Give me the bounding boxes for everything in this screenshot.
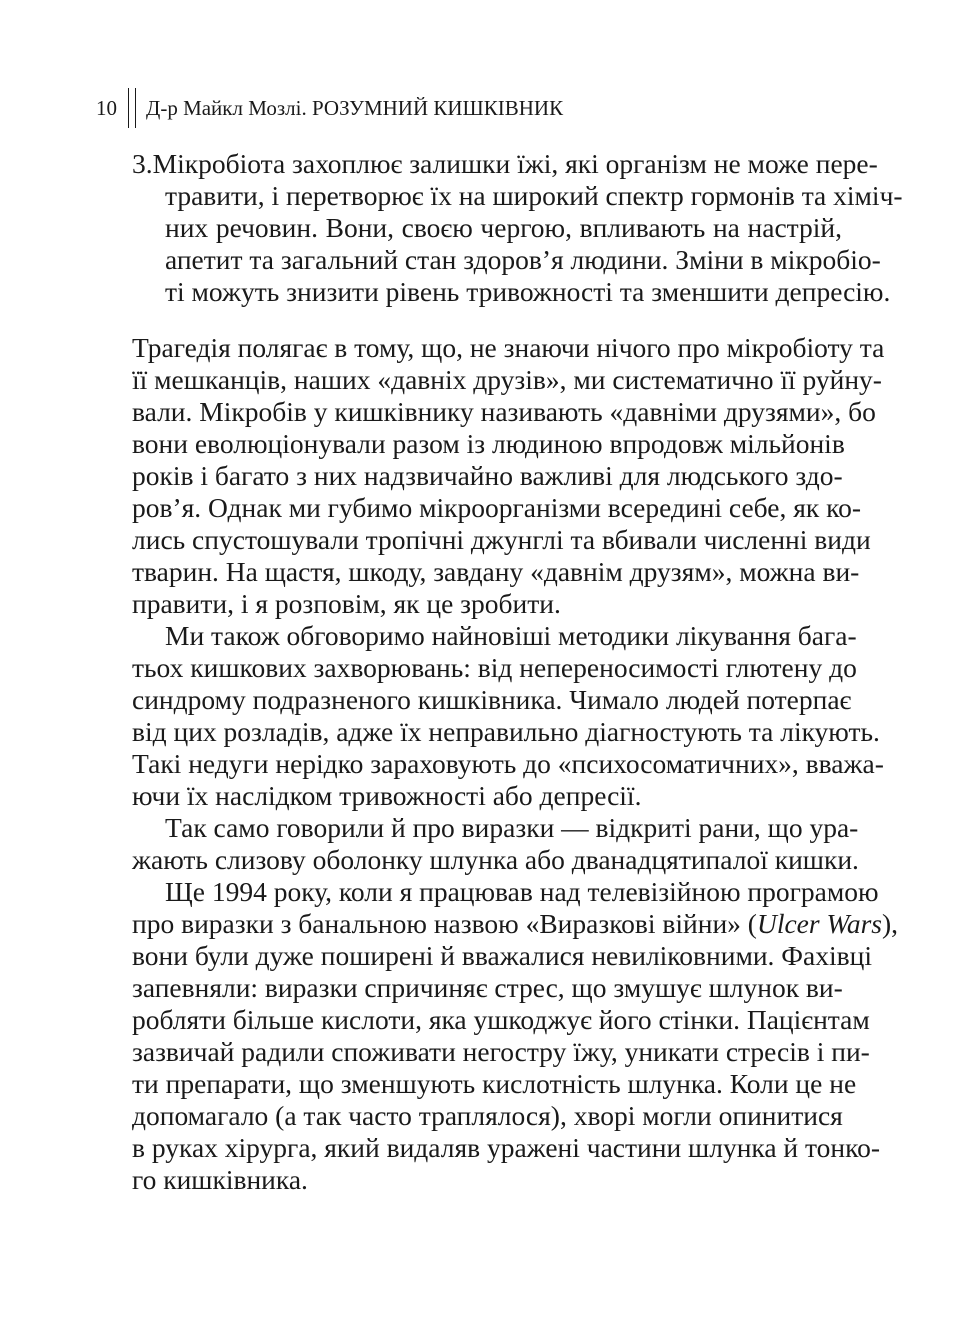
paragraph-line: тьох кишкових захворювань: від непереносимості глютену до	[132, 652, 857, 683]
running-header	[96, 88, 563, 128]
paragraph-line: в руках хірурга, який видаляв уражені частини шлунка й тонко-	[132, 1132, 881, 1163]
paragraph-line: ров’я. Однак ми губимо мікроорганізми всередині себе, як ко-	[132, 492, 861, 523]
paragraph-line: вони були дуже поширені й вважалися невиліковними. Фахівці	[132, 940, 872, 971]
list-line: травити, і перетворює їх на широкий спектр гормонів та хіміч-	[165, 180, 903, 211]
body-text	[132, 148, 903, 1196]
list-line: ті можуть знизити рівень тривожності та зменшити депресію.	[165, 276, 891, 307]
paragraph-line: тварин. На щастя, шкоду, завдану «давнім друзям», можна ви-	[132, 556, 860, 587]
numbered-list-item	[132, 148, 903, 308]
paragraph-line-part: про виразки з банальною назвою «Виразкові війни» (	[132, 908, 757, 939]
paragraph-line	[132, 908, 899, 940]
italic-title: Ulcer Wars	[756, 908, 882, 939]
paragraph-line: від цих розладів, адже їх неправильно діагностують та лікують.	[132, 716, 880, 747]
paragraph-2	[132, 620, 884, 812]
paragraph-line: го кишківника.	[132, 1164, 308, 1195]
running-title: Д-р Майкл Мозлі. РОЗУМНИЙ КИШКІВНИК	[146, 95, 564, 120]
paragraph-line: лись спустошували тропічні джунглі та вбивали численні види	[132, 524, 871, 555]
paragraph-line: років і багато з них надзвичайно важливі для людського здо-	[132, 460, 843, 491]
paragraph-line: її мешканців, наших «давніх друзів», ми систематично її руйну-	[132, 364, 882, 395]
paragraph-line: вони еволюціонували разом із людиною впродовж мільйонів	[132, 428, 845, 459]
page-number: 10	[96, 95, 117, 120]
paragraph-4	[132, 876, 899, 1196]
paragraph-line: вали. Мікробів у кишківнику називають «давніми друзями», бо	[132, 396, 876, 427]
paragraph-1	[132, 332, 885, 620]
header-double-rule	[128, 88, 136, 128]
paragraph-line: Ми також обговоримо найновіші методики лікування бага-	[165, 620, 857, 651]
paragraph-line: Ще 1994 року, коли я працював над телевізійною програмою	[165, 876, 879, 907]
list-line: апетит та загальний стан здоров’я людини. Зміни в мікробіо-	[165, 244, 881, 275]
list-line-text: Мікробіота захоплює залишки їжі, які організм не може пере-	[152, 148, 878, 179]
paragraph-line: допомагало (а так часто траплялося), хворі могли опинитися	[132, 1100, 843, 1131]
list-line: них речовин. Вони, своєю чергою, впливають на настрій,	[165, 212, 842, 243]
paragraph-line: жають слизову оболонку шлунка або дванадцятипалої кишки.	[132, 844, 859, 875]
paragraph-line: правити, і я розповім, як це зробити.	[132, 588, 561, 619]
paragraph-line: робляти більше кислоти, яка ушкоджує його стінки. Пацієнтам	[132, 1004, 870, 1035]
paragraph-line-part: ),	[882, 908, 899, 939]
paragraph-line: зазвичай радили споживати негостру їжу, уникати стресів і пи-	[132, 1036, 870, 1067]
paragraph-gap	[132, 308, 842, 332]
paragraph-line: Трагедія полягає в тому, що, не знаючи нічого про мікробіоту та	[132, 332, 885, 363]
paragraph-line: запевняли: виразки спричиняє стрес, що змушує шлунок ви-	[132, 972, 843, 1003]
paragraph-line: ючи їх наслідком тривожності або депресії.	[132, 780, 642, 811]
paragraph-line: Так само говорили й про виразки — відкриті рани, що ура-	[165, 812, 859, 843]
list-line	[132, 148, 878, 180]
list-number: 3.	[132, 148, 153, 179]
paragraph-line: синдрому подразненого кишківника. Чимало людей потерпає	[132, 684, 852, 715]
paragraph-3	[132, 812, 859, 876]
paragraph-line: Такі недуги нерідко зараховують до «психосоматичних», вважа-	[132, 748, 884, 779]
paragraph-line: ти препарати, що зменшують кислотність шлунка. Коли це не	[132, 1068, 857, 1099]
